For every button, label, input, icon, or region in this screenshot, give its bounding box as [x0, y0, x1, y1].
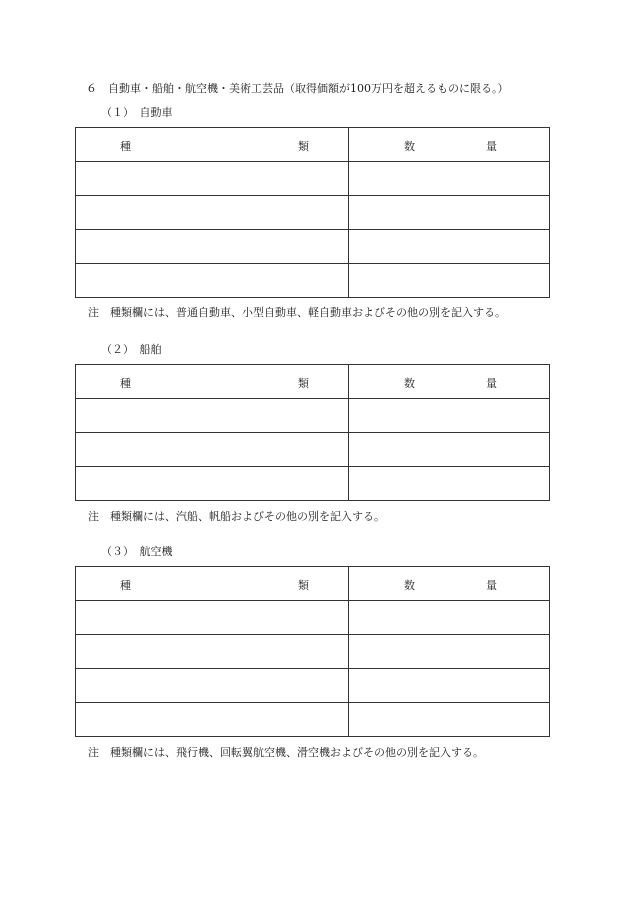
quantity-cell[interactable] — [349, 467, 550, 501]
quantity-cell[interactable] — [349, 601, 550, 635]
table-row — [76, 635, 550, 669]
quantity-header — [349, 567, 550, 601]
type-header-left: 種 — [120, 377, 131, 390]
cars-table — [75, 127, 550, 298]
ships-table — [75, 364, 550, 501]
table-header-row — [76, 567, 550, 601]
quantity-header-right: 量 — [486, 140, 497, 153]
type-cell[interactable] — [76, 399, 349, 433]
ships-heading: （２） 船舶 — [101, 343, 162, 356]
cars-heading: （１） 自動車 — [101, 106, 173, 119]
quantity-header-right: 量 — [486, 377, 497, 390]
table-row — [76, 162, 550, 196]
table-row — [76, 601, 550, 635]
quantity-header — [349, 365, 550, 399]
type-header — [76, 567, 349, 601]
section-heading: ６ 自動車・船舶・航空機・美術工芸品（取得価額が100万円を超えるものに限る。） — [86, 82, 509, 95]
type-cell[interactable] — [76, 669, 349, 703]
table-row — [76, 703, 550, 737]
type-header-left: 種 — [120, 140, 131, 153]
table-row — [76, 399, 550, 433]
aircraft-table — [75, 566, 550, 737]
type-cell[interactable] — [76, 467, 349, 501]
table-header-row — [76, 365, 550, 399]
table-row — [76, 467, 550, 501]
type-header — [76, 128, 349, 162]
quantity-cell[interactable] — [349, 264, 550, 298]
type-header-right: 類 — [298, 377, 309, 390]
quantity-cell[interactable] — [349, 399, 550, 433]
aircraft-heading: （３） 航空機 — [101, 545, 173, 558]
table-row — [76, 264, 550, 298]
aircraft-note: 注 種類欄には、飛行機、回転翼航空機、滑空機およびその他の別を記入する。 — [88, 746, 484, 759]
type-header-right: 類 — [298, 579, 309, 592]
table-row — [76, 230, 550, 264]
table-row — [76, 433, 550, 467]
ships-note: 注 種類欄には、汽船、帆船およびその他の別を記入する。 — [88, 510, 385, 523]
quantity-cell[interactable] — [349, 703, 550, 737]
type-cell[interactable] — [76, 264, 349, 298]
quantity-header — [349, 128, 550, 162]
quantity-header-left: 数 — [404, 140, 415, 153]
quantity-cell[interactable] — [349, 196, 550, 230]
type-header — [76, 365, 349, 399]
quantity-cell[interactable] — [349, 433, 550, 467]
table-header-row — [76, 128, 550, 162]
type-cell[interactable] — [76, 230, 349, 264]
type-cell[interactable] — [76, 433, 349, 467]
quantity-cell[interactable] — [349, 635, 550, 669]
quantity-header-right: 量 — [486, 579, 497, 592]
quantity-cell[interactable] — [349, 669, 550, 703]
type-cell[interactable] — [76, 635, 349, 669]
type-cell[interactable] — [76, 703, 349, 737]
table-row — [76, 669, 550, 703]
cars-note: 注 種類欄には、普通自動車、小型自動車、軽自動車およびその他の別を記入する。 — [88, 306, 506, 319]
quantity-cell[interactable] — [349, 162, 550, 196]
type-cell[interactable] — [76, 162, 349, 196]
type-cell[interactable] — [76, 601, 349, 635]
quantity-header-left: 数 — [404, 377, 415, 390]
type-cell[interactable] — [76, 196, 349, 230]
table-row — [76, 196, 550, 230]
type-header-left: 種 — [120, 579, 131, 592]
type-header-right: 類 — [298, 140, 309, 153]
quantity-cell[interactable] — [349, 230, 550, 264]
quantity-header-left: 数 — [404, 579, 415, 592]
